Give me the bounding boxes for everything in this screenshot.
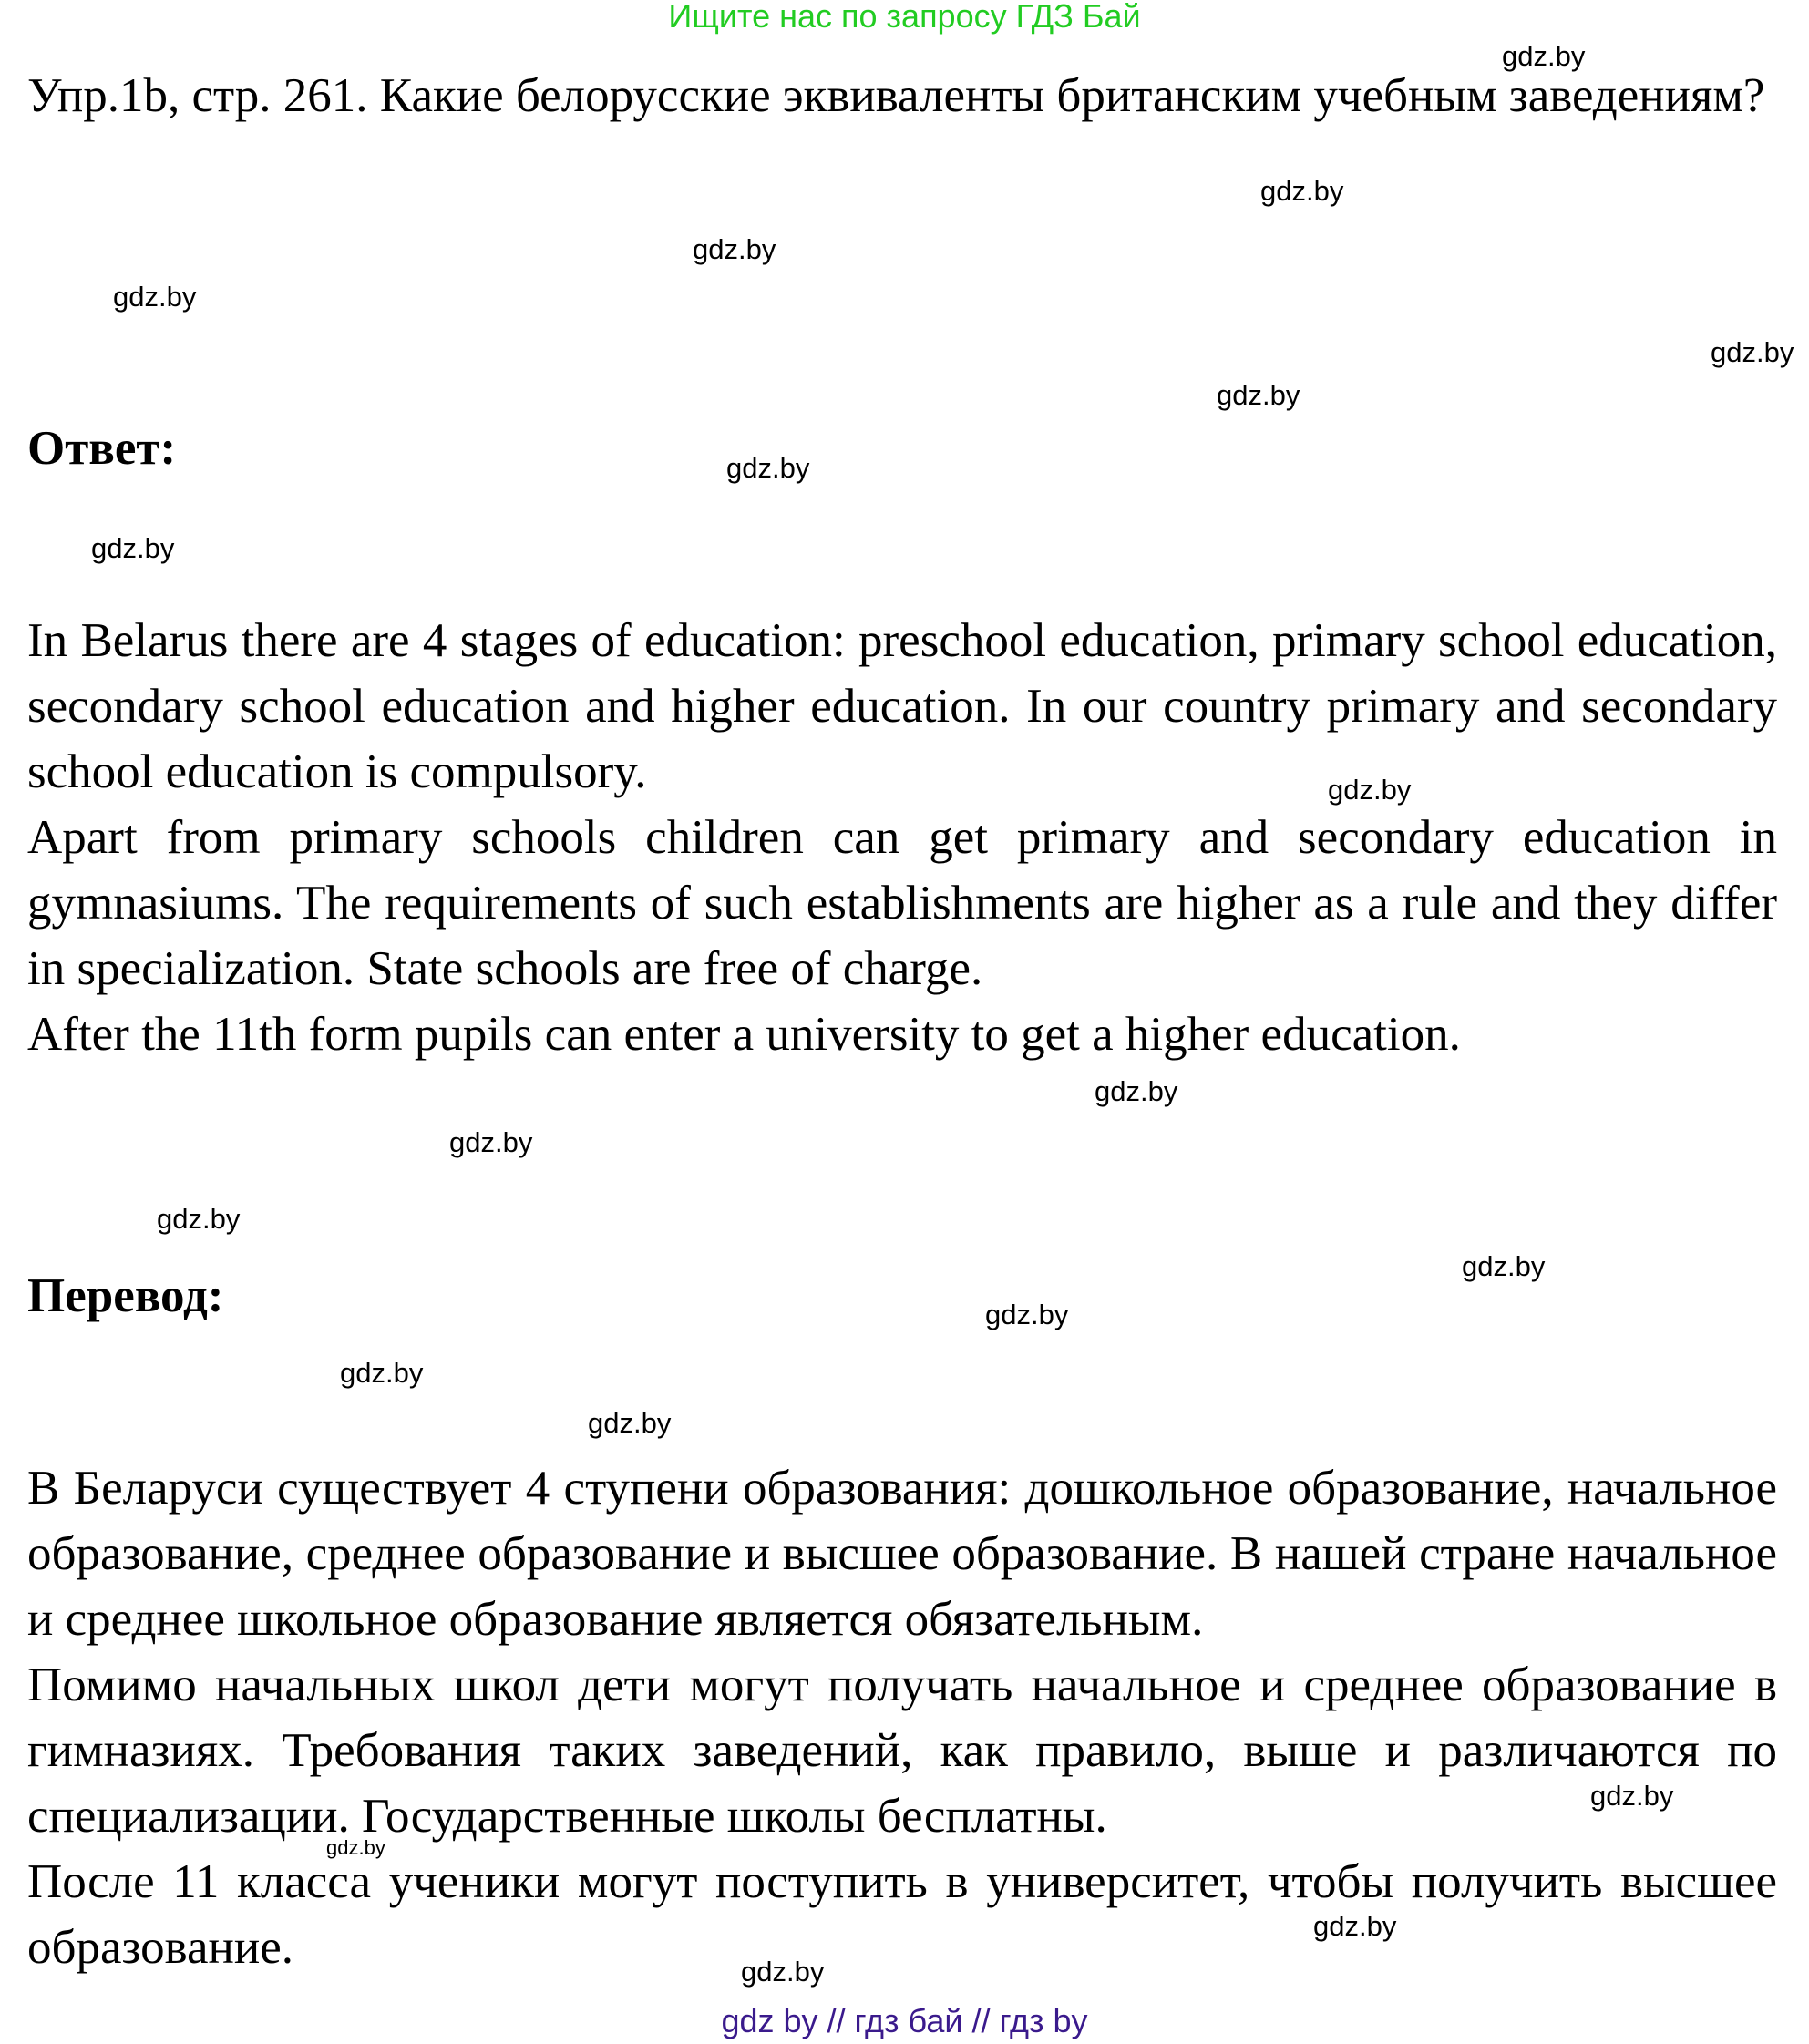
watermark: gdz.by bbox=[1590, 1780, 1674, 1812]
watermark: gdz.by bbox=[588, 1407, 672, 1439]
answer-paragraph: After the 11th form pupils can enter a university to get a higher education. bbox=[27, 1008, 1461, 1061]
watermark: gdz.by bbox=[726, 452, 810, 484]
watermark: gdz.by bbox=[693, 233, 776, 265]
watermark: gdz.by bbox=[449, 1126, 533, 1158]
watermark: gdz.by bbox=[157, 1203, 241, 1235]
watermark: gdz.by bbox=[113, 281, 197, 313]
footer-links: gdz by // гдз бай // гдз by bbox=[721, 2002, 1088, 2039]
translation-body bbox=[27, 1455, 1777, 1980]
watermark: gdz.by bbox=[326, 1836, 385, 1859]
answer-paragraph: In Belarus there are 4 stages of education: preschool education, primary school education, secondary school education and higher education. In our country primary and secondary school education is compulsory. bbox=[27, 614, 1777, 798]
watermark: gdz.by bbox=[1328, 774, 1412, 806]
answer-body bbox=[27, 608, 1777, 1067]
watermark: gdz.by bbox=[1502, 40, 1586, 72]
top-banner: Ищите нас по запросу ГДЗ Бай bbox=[668, 0, 1141, 35]
watermark: gdz.by bbox=[741, 1956, 825, 1988]
translation-paragraph: Помимо начальных школ дети могут получать начальное и среднее образование в гимназиях. Требования таких заведений, как правило, выше и различаются по специализации. Государственные школы бесплатны. bbox=[27, 1659, 1777, 1843]
watermark: gdz.by bbox=[1095, 1075, 1178, 1107]
watermark: gdz.by bbox=[1462, 1250, 1546, 1282]
translation-paragraph: После 11 класса ученики могут поступить в университет, чтобы получить высшее образование. bbox=[27, 1855, 1777, 1974]
watermark: gdz.by bbox=[1260, 175, 1344, 207]
watermark: gdz.by bbox=[91, 532, 175, 564]
watermark: gdz.by bbox=[1217, 379, 1300, 411]
translation-paragraph: В Беларуси существует 4 ступени образования: дошкольное образование, начальное образование, среднее образование и высшее образование. В нашей стране начальное и среднее школьное образование является обязательным. bbox=[27, 1462, 1777, 1646]
watermark: gdz.by bbox=[340, 1357, 424, 1389]
watermark: gdz.by bbox=[1313, 1910, 1397, 1942]
answer-heading: Ответ: bbox=[27, 422, 177, 475]
translation-heading: Перевод: bbox=[27, 1269, 224, 1322]
watermark: gdz.by bbox=[985, 1299, 1069, 1330]
watermark: gdz.by bbox=[1711, 336, 1794, 368]
task-text: Упр.1b, стр. 261. Какие белорусские эквиваленты британским учебным заведениям? bbox=[27, 69, 1765, 122]
answer-paragraph: Apart from primary schools children can get primary and secondary education in gymnasiums. The requirements of such establishments are higher as a rule and they differ in specialization. State schools are free of charge. bbox=[27, 811, 1777, 995]
